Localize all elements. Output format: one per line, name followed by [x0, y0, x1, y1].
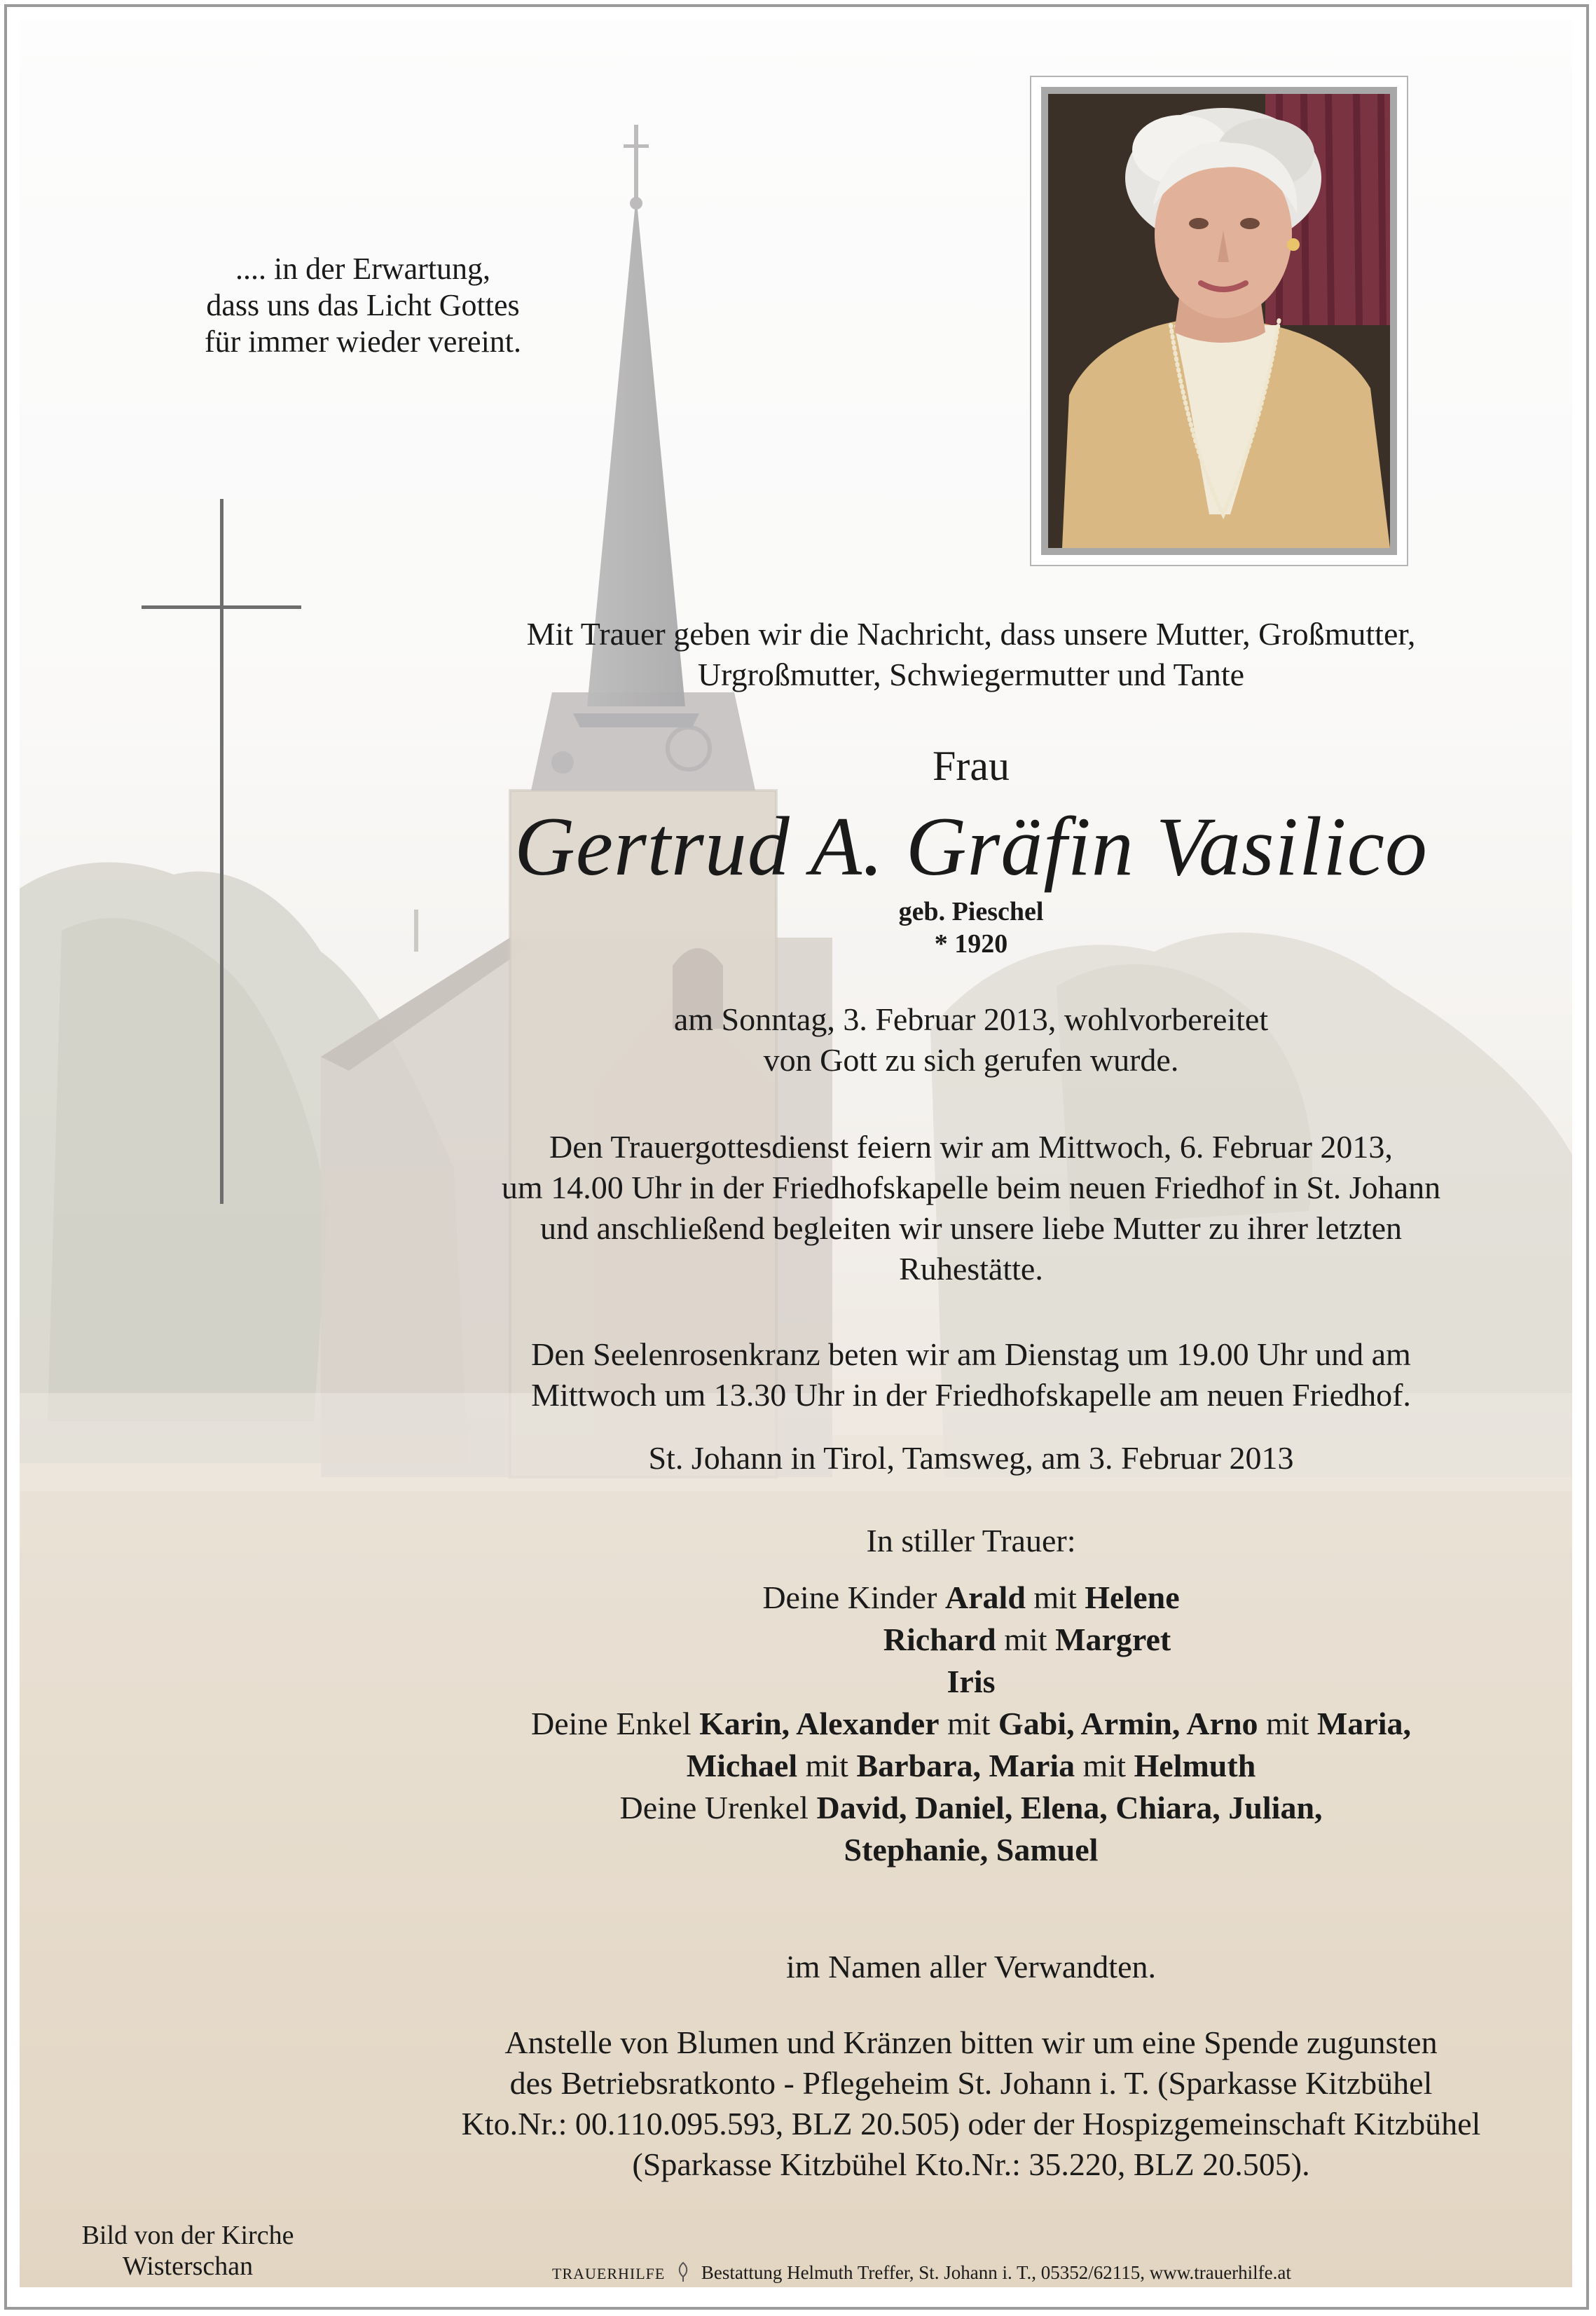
- image-credit-line: Wisterschan: [122, 2252, 254, 2281]
- children-line: [370, 1619, 1572, 1661]
- great-grandchildren-line: [370, 1787, 1572, 1829]
- portrait-frame: [1030, 76, 1408, 566]
- portrait-photo: [1048, 94, 1390, 548]
- donation-line: des Betriebsratkonto - Pflegeheim St. Johann i. T. (Sparkasse Kitzbühel: [509, 2065, 1433, 2101]
- quote-line: dass uns das Licht Gottes: [206, 288, 520, 322]
- undertaker-info: Bestattung Helmuth Treffer, St. Johann i. T., 05352/62115, www.trauerhilfe.at: [701, 2262, 1291, 2283]
- with-word: mit: [947, 1706, 991, 1741]
- mourners-heading: In stiller Trauer:: [866, 1523, 1076, 1558]
- children-label: Deine Kinder: [762, 1580, 937, 1615]
- image-credit-line: Bild von der Kirche: [81, 2221, 294, 2250]
- grandchildren-line: [370, 1745, 1572, 1787]
- undertaker-footer: [552, 2261, 1291, 2287]
- trauerhilfe-logo-icon: [675, 2261, 691, 2287]
- birth-year: * 1920: [934, 929, 1008, 959]
- funeral-line: Den Trauergottesdienst feiern wir am Mittwoch, 6. Februar 2013,: [549, 1129, 1393, 1165]
- closing-line: im Namen aller Verwandten.: [786, 1949, 1156, 1985]
- cross-horizontal-bar: [142, 605, 301, 609]
- death-notice: [370, 999, 1572, 1081]
- grandchild-names: Barbara, Maria: [856, 1748, 1075, 1783]
- death-line: am Sonntag, 3. Februar 2013, wohlvorbereitet: [673, 1001, 1269, 1037]
- rosary-line: Den Seelenrosenkranz beten wir am Dienstag um 19.00 Uhr und am: [531, 1336, 1411, 1372]
- great-grandchildren-label: Deine Urenkel: [619, 1790, 809, 1825]
- rosary-info: [370, 1334, 1572, 1416]
- portrait-image: [1048, 94, 1390, 548]
- mourners-list: [370, 1577, 1572, 1871]
- funeral-line: und anschließend begleiten wir unsere liebe Mutter zu ihrer letzten: [539, 1210, 1403, 1246]
- with-word: mit: [1082, 1748, 1127, 1783]
- donation-request: [370, 2022, 1572, 2185]
- funeral-line: um 14.00 Uhr in der Friedhofskapelle beim neuen Friedhof in St. Johann: [501, 1170, 1441, 1205]
- grandchild-names: Gabi, Armin, Arno: [998, 1706, 1258, 1741]
- great-grandchildren-line: [370, 1829, 1572, 1871]
- grandchildren-line: [370, 1703, 1572, 1745]
- place-date: St. Johann in Tirol, Tamsweg, am 3. Februar 2013: [648, 1440, 1294, 1476]
- obituary-card: [20, 20, 1572, 2287]
- partner-name: Helene: [1085, 1580, 1180, 1615]
- grandchildren-label: Deine Enkel: [530, 1706, 692, 1741]
- death-line: von Gott zu sich gerufen wurde.: [763, 1042, 1179, 1078]
- quote-line: .... in der Erwartung,: [235, 252, 491, 286]
- with-word: mit: [1033, 1580, 1077, 1615]
- donation-line: (Sparkasse Kitzbühel Kto.Nr.: 35.220, BLZ 20.505).: [632, 2146, 1310, 2182]
- image-credit: [62, 2220, 314, 2282]
- intro-line: Urgroßmutter, Schwiegermutter und Tante: [697, 657, 1245, 692]
- partner-name: Maria,: [1316, 1706, 1411, 1741]
- child-name: Arald: [944, 1580, 1026, 1615]
- salutation: Frau: [933, 743, 1010, 789]
- child-name: Richard: [883, 1622, 996, 1657]
- donation-line: Anstelle von Blumen und Kränzen bitten wir um eine Spende zugunsten: [504, 2024, 1438, 2060]
- grandchild-names: Karin, Alexander: [699, 1706, 940, 1741]
- maiden-name: geb. Pieschel: [898, 897, 1044, 926]
- quote-line: für immer wieder vereint.: [204, 324, 522, 359]
- portrait-mat: [1041, 87, 1397, 555]
- children-line: [370, 1661, 1572, 1703]
- with-word: mit: [805, 1748, 848, 1783]
- rosary-line: Mittwoch um 13.30 Uhr in der Friedhofskapelle am neuen Friedhof.: [531, 1377, 1411, 1413]
- partner-name: Helmuth: [1134, 1748, 1256, 1783]
- cross-vertical-bar: [220, 499, 223, 1204]
- with-word: mit: [1004, 1622, 1047, 1657]
- announcement-intro: [370, 614, 1572, 695]
- funeral-info: [370, 1127, 1572, 1289]
- deceased-name: Gertrud A. Gräfin Vasilico: [514, 800, 1428, 893]
- bible-quote: [125, 251, 601, 360]
- with-word: mit: [1266, 1706, 1309, 1741]
- brand-name: TRAUERHILFE: [552, 2265, 666, 2282]
- great-grandchild-names: Stephanie, Samuel: [844, 1832, 1099, 1868]
- children-line: [370, 1577, 1572, 1619]
- partner-name: Margret: [1055, 1622, 1171, 1657]
- child-name: Iris: [947, 1664, 996, 1699]
- great-grandchild-names: David, Daniel, Elena, Chiara, Julian,: [816, 1790, 1323, 1825]
- donation-line: Kto.Nr.: 00.110.095.593, BLZ 20.505) oder der Hospizgemeinschaft Kitzbühel: [461, 2106, 1481, 2142]
- intro-line: Mit Trauer geben wir die Nachricht, dass unsere Mutter, Großmutter,: [526, 616, 1416, 652]
- funeral-line: Ruhestätte.: [899, 1251, 1043, 1287]
- grandchild-names: Michael: [686, 1748, 798, 1783]
